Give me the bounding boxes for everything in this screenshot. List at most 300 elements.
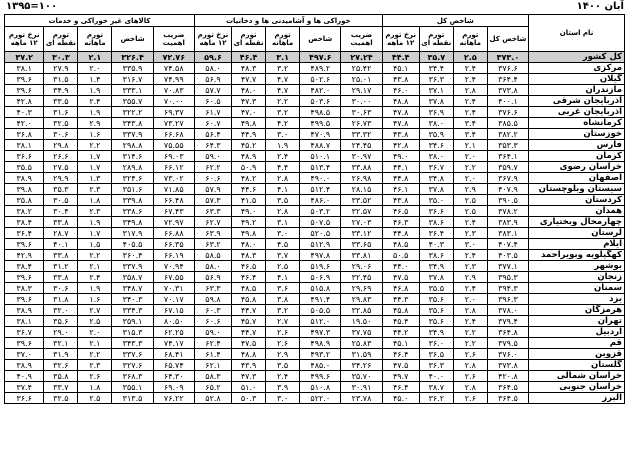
value-cell: ۳۹.۶: [5, 338, 44, 349]
value-cell: ۳۴.۶: [419, 140, 453, 151]
value-cell: ۵۶.۹: [194, 272, 231, 283]
table-row: [5, 151, 625, 162]
value-cell: ۴۹۷.۶: [300, 52, 341, 63]
value-cell: ۵۶.۴: [194, 129, 231, 140]
value-cell: ۴.۱: [266, 272, 300, 283]
value-cell: ۳۱.۶: [44, 107, 78, 118]
value-cell: ۴۹۰.۰: [300, 173, 341, 184]
province-cell: قم: [529, 338, 625, 349]
value-cell: ۴۰.۰: [419, 371, 453, 382]
value-cell: ۳۳.۸۱: [341, 250, 382, 261]
value-cell: ۳۷۳.۸: [487, 360, 528, 371]
value-cell: ۳۷۸.۲: [487, 206, 528, 217]
value-cell: ۵۰۷.۵: [300, 217, 341, 228]
value-cell: ۳۱۴.۶: [112, 151, 153, 162]
value-cell: ۲.۵: [453, 52, 487, 63]
value-cell: ۴۸.۸: [232, 349, 266, 360]
value-cell: ۲.۵: [453, 195, 487, 206]
value-cell: ۲.۳: [453, 228, 487, 239]
value-cell: ۳۴۳.۸: [112, 118, 153, 129]
value-cell: ۲.۳: [78, 184, 112, 195]
value-cell: ۳۵۵.۷: [112, 96, 153, 107]
province-cell: آذربایجان غربی: [529, 107, 625, 118]
value-cell: ۴۹۹.۵: [300, 118, 341, 129]
value-cell: ۲.۳: [453, 261, 487, 272]
column-header: شاخص کل: [487, 27, 528, 52]
value-cell: ۵۰۶.۹: [300, 272, 341, 283]
value-cell: ۳۵۵.۱: [112, 382, 153, 393]
value-cell: ۳۶.۸: [5, 129, 44, 140]
value-cell: ۶۲.۴: [194, 338, 231, 349]
value-cell: ۶۴.۳: [194, 140, 231, 151]
value-cell: ۲.۱: [78, 52, 112, 63]
value-cell: ۷۴.۱۷: [153, 338, 194, 349]
value-cell: ۲.۵: [453, 206, 487, 217]
value-cell: ۳۷۶.۰: [487, 349, 528, 360]
value-cell: ۴۸.۳: [232, 63, 266, 74]
value-cell: ۴۰۳.۵: [487, 250, 528, 261]
table-row: [5, 140, 625, 151]
value-cell: ۲۸۹.۸: [112, 162, 153, 173]
value-cell: ۳۵.۶: [419, 294, 453, 305]
value-cell: ۲.۴: [266, 151, 300, 162]
value-cell: ۳۵۱.۶: [112, 184, 153, 195]
value-cell: ۲۹.۰: [44, 327, 78, 338]
value-cell: ۴.۷: [266, 85, 300, 96]
province-cell: اصفهان: [529, 173, 625, 184]
value-cell: ۶۰.۶: [194, 173, 231, 184]
value-cell: ۳۳.۵۲: [341, 195, 382, 206]
value-cell: ۳۵.۶: [419, 305, 453, 316]
value-cell: ۱.۸: [78, 195, 112, 206]
value-cell: ۳۷۳.۰: [487, 52, 528, 63]
value-cell: ۲۷.۰۳: [341, 217, 382, 228]
province-cell: خراسان جنوبی: [529, 382, 625, 393]
table-row: [5, 228, 625, 239]
value-cell: ۴۸.۵: [232, 283, 266, 294]
province-cell: خراسان شمالی: [529, 371, 625, 382]
value-cell: ۳۶۴.۱: [487, 151, 528, 162]
table-row: [5, 195, 625, 206]
value-cell: ۳۸.۹: [5, 305, 44, 316]
value-cell: ۳۱۳.۵: [112, 393, 153, 404]
value-cell: ۳۵۹.۷: [487, 162, 528, 173]
value-cell: ۳۲۷.۶: [112, 360, 153, 371]
value-cell: ۲.۶: [453, 393, 487, 404]
value-cell: ۳۵.۵: [419, 283, 453, 294]
value-cell: ۴۴.۷: [232, 305, 266, 316]
value-cell: ۳.۵: [266, 195, 300, 206]
province-cell: بوشهر: [529, 261, 625, 272]
province-cell: چهارمحال وبختیاری: [529, 217, 625, 228]
value-cell: ۳۵.۷: [419, 52, 453, 63]
table-row: [5, 283, 625, 294]
value-cell: ۲.۰: [453, 294, 487, 305]
table-row: [5, 63, 625, 74]
value-cell: ۲.۰: [78, 63, 112, 74]
value-cell: ۳۶.۴: [419, 228, 453, 239]
value-cell: ۴۳.۸: [382, 195, 419, 206]
column-header: تورم ماهانه: [266, 27, 300, 52]
province-cell: کرمانشاه: [529, 118, 625, 129]
value-cell: ۵۹.۰: [194, 151, 231, 162]
value-cell: ۵۰۵.۵: [300, 305, 341, 316]
value-cell: ۴۱.۵: [232, 195, 266, 206]
value-cell: ۲.۸: [453, 85, 487, 96]
value-cell: ۲.۶: [266, 338, 300, 349]
group-header-food: خوراکی ها و آشامیدنی ها و دخانیات: [194, 15, 382, 27]
value-cell: ۱.۴: [78, 74, 112, 85]
value-cell: ۳۱.۲: [44, 261, 78, 272]
value-cell: ۳۷.۸: [419, 184, 453, 195]
value-cell: ۶۳.۳: [194, 206, 231, 217]
value-cell: ۴۸۲.۰: [300, 85, 341, 96]
value-cell: ۲.۵: [78, 316, 112, 327]
value-cell: ۵۷.۷: [194, 85, 231, 96]
value-cell: ۳۱۵.۳: [112, 327, 153, 338]
value-cell: ۳۲.۸۵: [341, 305, 382, 316]
value-cell: ۷۳.۰۲: [153, 173, 194, 184]
column-header: شاخص: [112, 27, 153, 52]
value-cell: ۲.۴: [453, 63, 487, 74]
value-cell: ۶۱.۴: [194, 349, 231, 360]
value-cell: ۴۵.۴: [382, 316, 419, 327]
value-cell: ۳۰.۴: [44, 206, 78, 217]
value-cell: ۴.۲: [266, 118, 300, 129]
base-year-label: ۱۳۹۵=۱۰۰: [6, 1, 58, 12]
value-cell: ۶۶.۴۸: [153, 195, 194, 206]
value-cell: ۴۲.۰: [5, 118, 44, 129]
value-cell: ۵۹.۸: [194, 294, 231, 305]
value-cell: ۲.۴: [453, 74, 487, 85]
value-cell: ۲.۹: [266, 349, 300, 360]
value-cell: ۶۶.۸۸: [153, 228, 194, 239]
value-cell: ۴۸.۹: [232, 151, 266, 162]
value-cell: ۲۳.۷۸: [341, 393, 382, 404]
value-cell: ۳۳.۸: [44, 217, 78, 228]
value-cell: ۳۹.۶: [5, 294, 44, 305]
value-cell: ۲۸.۱۵: [341, 184, 382, 195]
value-cell: ۶۳.۲: [194, 239, 231, 250]
province-cell: زنجان: [529, 272, 625, 283]
value-cell: ۶۶.۱۲: [153, 162, 194, 173]
column-header: ضریب اهمیت: [153, 27, 194, 52]
value-cell: ۳۷۹.۴: [487, 316, 528, 327]
value-cell: ۴۵.۷: [232, 316, 266, 327]
value-cell: ۴.۷: [266, 74, 300, 85]
value-cell: ۳۸.۷: [419, 382, 453, 393]
value-cell: ۲.۳: [78, 206, 112, 217]
table-row: [5, 173, 625, 184]
value-cell: ۲.۸: [266, 206, 300, 217]
value-cell: ۵۱۳.۴: [300, 162, 341, 173]
value-cell: ۶۸.۴۱: [153, 349, 194, 360]
value-cell: ۶۰.۷: [194, 118, 231, 129]
value-cell: ۲.۲: [78, 349, 112, 360]
value-cell: ۳۲۴.۶: [112, 173, 153, 184]
value-cell: ۳۲.۵: [44, 393, 78, 404]
value-cell: ۴۸۵.۰: [300, 360, 341, 371]
value-cell: ۳۳۳.۱: [112, 85, 153, 96]
value-cell: ۷۱.۸۵: [153, 184, 194, 195]
value-cell: ۳۹.۶: [5, 272, 44, 283]
value-cell: ۳۷.۰: [5, 349, 44, 360]
province-cell: مرکزی: [529, 63, 625, 74]
value-cell: ۶۲.۷: [194, 217, 231, 228]
value-cell: ۳۰.۶: [44, 129, 78, 140]
value-cell: ۷۴.۹۹: [153, 74, 194, 85]
value-cell: ۲۸.۷: [44, 228, 78, 239]
value-cell: ۳۰.۶۳: [341, 107, 382, 118]
value-cell: ۶۹.۰۹: [153, 382, 194, 393]
value-cell: ۲.۶: [78, 371, 112, 382]
value-cell: ۴۰۷.۴: [487, 239, 528, 250]
value-cell: ۵۸.۰: [194, 261, 231, 272]
value-cell: ۴۸۸.۷: [300, 140, 341, 151]
value-cell: ۲.۹: [453, 184, 487, 195]
value-cell: ۲.۲: [453, 162, 487, 173]
value-cell: ۷۴.۵۸: [153, 63, 194, 74]
value-cell: ۴.۵: [266, 239, 300, 250]
value-cell: ۴۰.۱: [44, 239, 78, 250]
value-cell: ۶۶.۳۵: [153, 239, 194, 250]
value-cell: ۵۷.۳: [194, 195, 231, 206]
value-cell: ۴۶.۴: [382, 349, 419, 360]
value-cell: ۳۴.۴: [419, 63, 453, 74]
value-cell: ۴۳.۸: [382, 129, 419, 140]
value-cell: ۳.۶: [266, 283, 300, 294]
value-cell: ۳۶.۵: [419, 349, 453, 360]
value-cell: ۳۱.۸: [44, 294, 78, 305]
value-cell: ۱۹.۵۰: [341, 316, 382, 327]
value-cell: ۳۱۶.۷: [112, 74, 153, 85]
value-cell: ۳۶.۷: [5, 327, 44, 338]
table-body: [5, 52, 625, 404]
value-cell: ۶۲.۲: [194, 162, 231, 173]
value-cell: ۳.۲: [266, 305, 300, 316]
value-cell: ۵۱۲.۹: [300, 239, 341, 250]
value-cell: ۵۸.۳: [194, 371, 231, 382]
value-cell: ۴۴.۷: [232, 327, 266, 338]
table-row: [5, 74, 625, 85]
value-cell: ۳۹۶.۳: [487, 294, 528, 305]
value-cell: ۱.۵: [78, 239, 112, 250]
value-cell: ۲۵.۰۱: [341, 74, 382, 85]
value-cell: ۳.۴: [453, 129, 487, 140]
value-cell: ۶۵.۲: [194, 382, 231, 393]
value-cell: ۲.۴: [78, 96, 112, 107]
value-cell: ۶۴.۳۰: [153, 371, 194, 382]
value-cell: ۳۶۸.۳: [112, 371, 153, 382]
value-cell: ۳۶.۳: [419, 74, 453, 85]
value-cell: ۲۷.۲۴: [341, 52, 382, 63]
value-cell: ۳۵.۹: [419, 129, 453, 140]
value-cell: ۵۰.۹: [232, 162, 266, 173]
value-cell: ۳.۱: [266, 217, 300, 228]
value-cell: ۲.۸: [266, 173, 300, 184]
value-cell: ۴۲.۸: [5, 96, 44, 107]
province-cell: خوزستان: [529, 129, 625, 140]
value-cell: ۳.۴: [453, 118, 487, 129]
province-cell: کل کشور: [529, 52, 625, 63]
table-row: [5, 206, 625, 217]
province-cell: کردستان: [529, 195, 625, 206]
value-cell: ۳۲.۵۷: [341, 206, 382, 217]
value-cell: ۴۰۷.۹: [487, 184, 528, 195]
column-header: نرخ تورم ۱۲ ماهه: [194, 27, 231, 52]
province-cell: البرز: [529, 393, 625, 404]
value-cell: ۴۰.۳: [5, 107, 44, 118]
value-cell: ۳۹۴.۳: [487, 283, 528, 294]
value-cell: ۵۸.۰: [194, 63, 231, 74]
value-cell: ۳۴.۹: [419, 261, 453, 272]
value-cell: ۲۹.۱۷: [341, 85, 382, 96]
table-row: [5, 118, 625, 129]
value-cell: ۳۴.۲۶: [341, 360, 382, 371]
value-cell: ۳.۲: [266, 107, 300, 118]
value-cell: ۳۸.۰: [419, 151, 453, 162]
province-cell: اردبیل: [529, 327, 625, 338]
value-cell: ۲۶.۷۳: [341, 118, 382, 129]
value-cell: ۶۲.۱: [194, 360, 231, 371]
value-cell: ۳۳.۷: [44, 382, 78, 393]
value-cell: ۲.۳: [78, 360, 112, 371]
column-header: نرخ تورم ۱۲ ماهه: [5, 27, 44, 52]
value-cell: ۱.۹: [78, 217, 112, 228]
value-cell: ۳.۱: [266, 52, 300, 63]
value-cell: ۳۵.۸: [44, 371, 78, 382]
value-cell: ۷۵.۵۵: [153, 140, 194, 151]
value-cell: ۴۹۷.۸: [300, 250, 341, 261]
value-cell: ۳۴۸.۷: [112, 283, 153, 294]
value-cell: ۲.۶: [266, 327, 300, 338]
value-cell: ۴۰۵.۵: [112, 239, 153, 250]
value-cell: ۳۵۳.۳: [487, 140, 528, 151]
value-cell: ۲.۷: [78, 305, 112, 316]
value-cell: ۲۷.۵: [44, 162, 78, 173]
table-row: [5, 305, 625, 316]
value-cell: ۶۰.۳: [194, 305, 231, 316]
province-cell: همدان: [529, 206, 625, 217]
value-cell: ۴۴.۰: [382, 261, 419, 272]
value-cell: ۳۹.۸: [5, 184, 44, 195]
table-row: [5, 96, 625, 107]
value-cell: ۲.۰: [453, 151, 487, 162]
value-cell: ۲۴.۴۵: [341, 140, 382, 151]
table-row: [5, 294, 625, 305]
value-cell: ۳۸.۱: [5, 140, 44, 151]
value-cell: ۶۵.۷۴: [153, 360, 194, 371]
group-header-row: [5, 15, 625, 27]
value-cell: ۳۵.۶: [419, 316, 453, 327]
value-cell: ۳۸.۹: [5, 360, 44, 371]
value-cell: ۱.۹: [266, 140, 300, 151]
column-header: تورم نقطه ای: [44, 27, 78, 52]
value-cell: ۴۰.۹: [5, 371, 44, 382]
province-cell: گلستان: [529, 360, 625, 371]
value-cell: ۳۵.۶: [44, 316, 78, 327]
value-cell: ۳۵.۸: [5, 195, 44, 206]
value-cell: ۳۳.۶۵: [341, 239, 382, 250]
value-cell: ۴۲۰.۸: [487, 371, 528, 382]
value-cell: ۳۳۵.۹: [112, 63, 153, 74]
value-cell: ۳.۰: [266, 129, 300, 140]
value-cell: ۶۷.۴۳: [153, 206, 194, 217]
table-row: [5, 239, 625, 250]
value-cell: ۴۹.۰: [232, 206, 266, 217]
value-cell: ۳۱.۹: [44, 349, 78, 360]
value-cell: ۲.۹: [78, 118, 112, 129]
value-cell: ۶۰.۶: [194, 316, 231, 327]
value-cell: ۴۵.۰: [382, 393, 419, 404]
value-cell: ۲۶.۹۸: [341, 173, 382, 184]
value-cell: ۴.۴: [266, 162, 300, 173]
value-cell: ۲.۰: [78, 327, 112, 338]
value-cell: ۳۷.۸: [419, 272, 453, 283]
value-cell: ۶۹.۳۷: [153, 107, 194, 118]
value-cell: ۴۷.۷: [232, 74, 266, 85]
value-cell: ۳۱.۵۹: [341, 349, 382, 360]
value-cell: ۳۳.۸: [44, 250, 78, 261]
value-cell: ۱.۶: [78, 129, 112, 140]
value-cell: ۲.۹: [453, 272, 487, 283]
province-cell: یزد: [529, 294, 625, 305]
province-cell: کهگیلویه وبویراحمد: [529, 250, 625, 261]
value-cell: ۴۵.۸: [382, 305, 419, 316]
value-cell: ۳۶۰.۴: [112, 250, 153, 261]
value-cell: ۴۸.۰: [232, 85, 266, 96]
value-cell: ۴۹۸.۹: [300, 338, 341, 349]
value-cell: ۳۸.۹: [5, 173, 44, 184]
value-cell: ۷۰.۸۳: [153, 85, 194, 96]
value-cell: ۳۷.۷۵: [341, 327, 382, 338]
value-cell: ۲۹.۸: [44, 140, 78, 151]
table-row: [5, 272, 625, 283]
value-cell: ۳۵.۵: [5, 162, 44, 173]
value-cell: ۳۸۳.۱: [487, 228, 528, 239]
value-cell: ۲.۴: [266, 371, 300, 382]
value-cell: ۳۹.۶: [5, 85, 44, 96]
value-cell: ۳۹.۶: [5, 74, 44, 85]
value-cell: ۳۷۸.۰: [487, 305, 528, 316]
value-cell: ۳۳۴.۳: [112, 305, 153, 316]
value-cell: ۴۷.۰: [232, 107, 266, 118]
value-cell: ۴۶.۴: [232, 272, 266, 283]
value-cell: ۴۷.۵: [382, 272, 419, 283]
value-cell: ۳۸.۲: [5, 206, 44, 217]
value-cell: ۳.۸: [266, 294, 300, 305]
value-cell: ۱.۷: [78, 162, 112, 173]
value-cell: ۶۹.۰۳: [153, 151, 194, 162]
value-cell: ۳۷۹.۵: [487, 338, 528, 349]
province-cell: فارس: [529, 140, 625, 151]
province-cell: لرستان: [529, 228, 625, 239]
value-cell: ۳۲.۴۵: [341, 272, 382, 283]
group-header-nonfood: کالاهای غیر خوراکی و خدمات: [5, 15, 195, 27]
value-cell: ۳۳۷.۹: [112, 261, 153, 272]
value-cell: ۳۸.۶: [419, 250, 453, 261]
value-cell: ۵۱۰.۸: [300, 382, 341, 393]
value-cell: ۳.۷: [266, 250, 300, 261]
value-cell: ۳۶.۲: [419, 393, 453, 404]
inflation-table: [4, 14, 625, 404]
value-cell: ۲۹.۰۶: [341, 261, 382, 272]
value-cell: ۴۲.۸: [382, 140, 419, 151]
value-cell: ۵۱۲.۰: [300, 316, 341, 327]
province-cell: سمنان: [529, 283, 625, 294]
value-cell: ۴۹.۲: [232, 217, 266, 228]
value-cell: ۴۳.۹: [232, 360, 266, 371]
